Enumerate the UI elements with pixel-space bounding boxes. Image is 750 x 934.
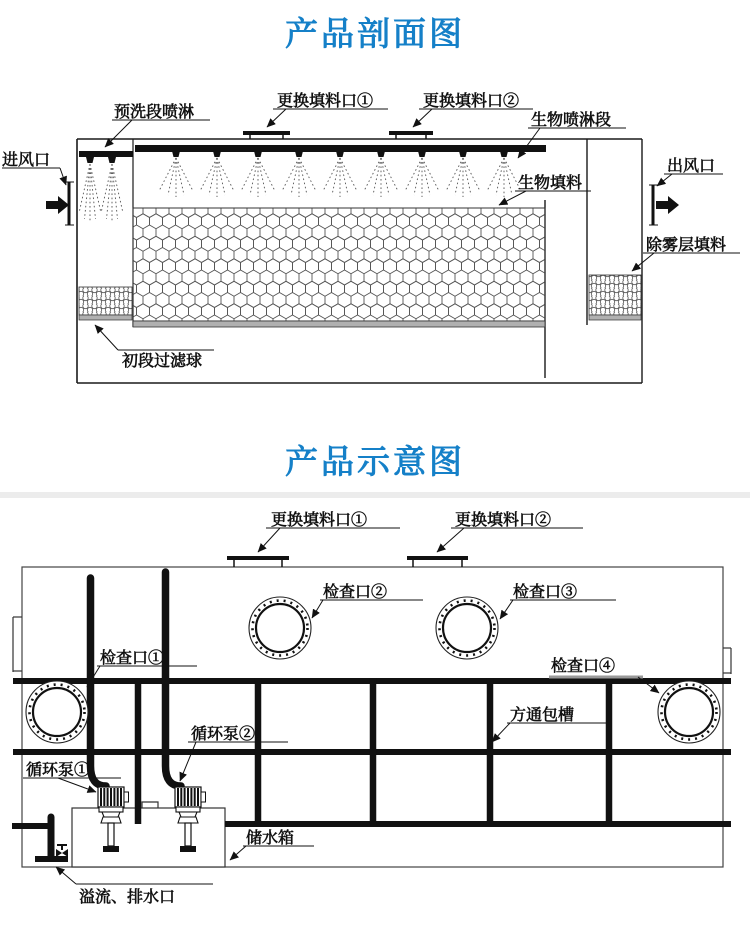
label-bio-spray-section: 生物喷淋段 xyxy=(531,112,612,129)
demister-support-strip xyxy=(589,315,641,320)
bio-spray-nozzles xyxy=(159,151,521,197)
label-schematic-filler-port-1: 更换填料口① xyxy=(271,512,368,529)
inspection-port-1-circle xyxy=(26,681,88,743)
left-flange-bracket xyxy=(13,617,22,672)
overflow-drain-piping xyxy=(12,817,68,859)
label-inspection-port-2: 检查口② xyxy=(323,584,388,601)
section-filler-port-2 xyxy=(389,133,433,139)
demister-block xyxy=(589,275,641,315)
water-storage-tank-box xyxy=(72,808,225,867)
schematic-filler-port-1 xyxy=(227,558,289,567)
initial-filter-support-strip xyxy=(79,315,132,320)
prewash-spray-bar xyxy=(79,151,133,157)
section-view-title: 产品剖面图 xyxy=(285,15,465,52)
pipe-support-clamp xyxy=(142,802,158,808)
label-schematic-filler-port-2: 更换填料口② xyxy=(455,512,552,529)
label-air-outlet: 出风口 xyxy=(667,158,716,175)
drain-valve-icon xyxy=(56,849,68,857)
bio-spray-bar xyxy=(135,145,546,152)
section-view xyxy=(2,91,740,383)
prewash-nozzles xyxy=(79,157,123,221)
label-overflow-drain: 溢流、排水口 xyxy=(79,889,176,906)
outlet-flow-arrow-icon xyxy=(656,196,679,214)
label-initial-filter-balls: 初段过滤球 xyxy=(122,353,203,370)
label-filler-port-2: 更换填料口② xyxy=(423,93,520,110)
label-demister-filler: 除雾层填料 xyxy=(646,237,727,254)
label-inspection-port-3: 检查口③ xyxy=(513,584,578,601)
label-water-storage-tank: 储水箱 xyxy=(246,830,295,847)
label-circulation-pump-2: 循环泵② xyxy=(191,726,256,743)
label-bio-filler: 生物填料 xyxy=(518,175,583,192)
schematic-view-title: 产品示意图 xyxy=(285,443,465,480)
label-prewash-spray: 预洗段喷淋 xyxy=(114,104,195,121)
schematic-view xyxy=(12,510,731,906)
label-inspection-port-4: 检查口④ xyxy=(551,658,616,675)
label-air-inlet: 进风口 xyxy=(2,152,51,169)
inspection-port-3-circle xyxy=(436,597,498,659)
bio-filler-support-strip xyxy=(133,321,545,327)
initial-filter-balls-block xyxy=(79,287,132,315)
bio-filler-block xyxy=(133,208,545,321)
section-filler-port-1 xyxy=(243,133,290,139)
label-square-tube-channel: 方通包槽 xyxy=(510,707,575,724)
inspection-port-4-circle xyxy=(658,681,720,743)
schematic-filler-port-2 xyxy=(407,558,468,567)
inlet-flow-arrow-icon xyxy=(46,196,69,214)
label-inspection-port-1: 检查口① xyxy=(100,650,165,667)
label-circulation-pump-1: 循环泵① xyxy=(26,762,91,779)
label-filler-port-1: 更换填料口① xyxy=(277,93,374,110)
right-flange-bracket xyxy=(723,648,731,674)
inspection-port-2-circle xyxy=(249,597,311,659)
